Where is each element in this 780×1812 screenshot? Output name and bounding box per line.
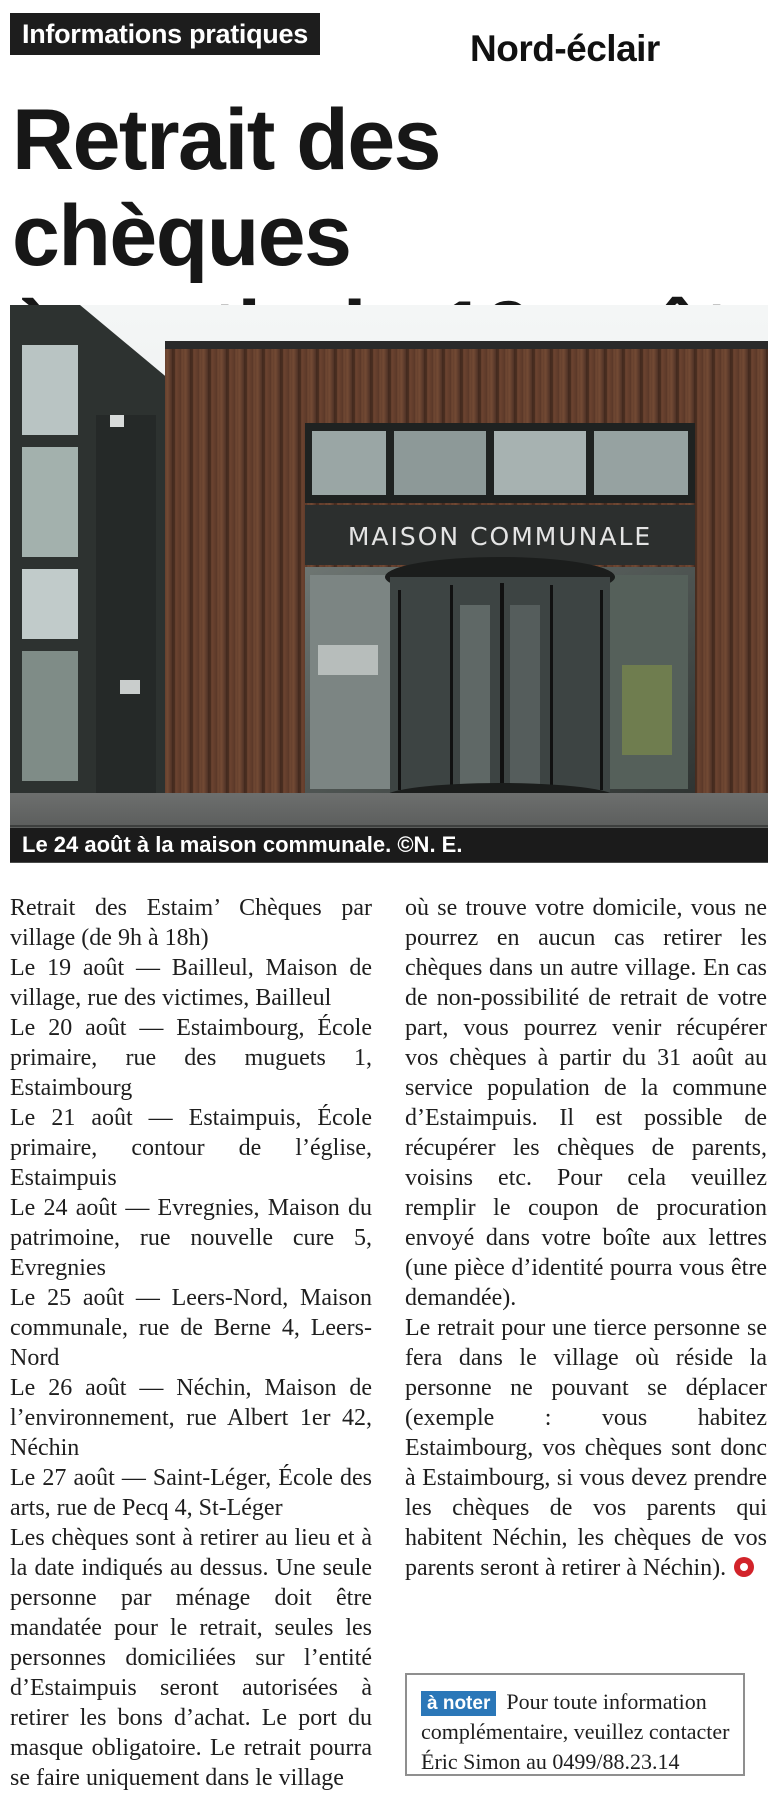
article-column-right	[405, 893, 767, 1583]
sign-text: MAISON COMMUNALE	[347, 522, 653, 551]
schedule-item: Le 20 août — Estaimbourg, École primaire, rue des muguets 1, Estaimbourg	[10, 1015, 372, 1101]
maison-communale-photo	[10, 305, 768, 863]
paragraph-last	[405, 1313, 767, 1583]
schedule-item: Le 19 août — Bailleul, Maison de village, rue des victimes, Bailleul	[10, 955, 372, 1011]
note-text: Pour toute information complémentaire, veuillez contacter Éric Simon au 0499/88.23.14	[421, 1689, 730, 1774]
paragraph: Les chèques sont à retirer au lieu et à la date indiqués au dessus. Une seule personne par ménage doit être mandatée pour le retrait, seules les personnes domiciliées sur l’entité d’Estaimpuis seront autorisées à retirer les bons d’achat. Le port du masque obligatoire. Le retrait pourra se faire uniquement dans le village	[10, 1525, 372, 1791]
schedule-item: Le 21 août — Estaimpuis, École primaire, contour de l’église, Estaimpuis	[10, 1105, 372, 1191]
paragraph: où se trouve votre domicile, vous ne pourrez en aucun cas retirer les chèques dans un autre village. En cas de non-possibilité de retrait de votre part, vous pourrez venir récupérer vos chèques à partir du 31 août au service population de la commune d’Estaimpuis. Il est possible de récupérer les chèques de parents, voisins etc. Pour cela veuillez remplir le coupon de procuration envoyé dans votre boîte aux lettres (une pièce d’identité pourra vous être demandée).	[405, 895, 767, 1311]
photo-caption: Le 24 août à la maison communale. ©N. E.	[10, 828, 768, 862]
end-of-article-icon	[734, 1557, 754, 1577]
section-rubric: Informations pratiques	[10, 13, 320, 55]
headline-line-1: Retrait des chèques	[12, 92, 440, 284]
paragraph: Retrait des Estaim’ Chèques par village (de 9h à 18h)	[10, 895, 372, 951]
schedule-item: Le 27 août — Saint-Léger, École des arts, rue de Pecq 4, St-Léger	[10, 1465, 372, 1521]
newspaper-name: Nord-éclair	[470, 28, 660, 69]
schedule-item: Le 24 août — Evregnies, Maison du patrimoine, rue nouvelle cure 5, Evregnies	[10, 1195, 372, 1281]
paragraph-text: Le retrait pour une tierce personne se fera dans le village où réside la personne ne pouvant se déplacer (exemple : vous habitez Estaimbourg, vos chèques sont donc à Estaimbourg, si vous devez prendre les chèques de vos parents qui habitent Néchin, les chèques de vos parents seront à retirer à Néchin).	[405, 1315, 767, 1581]
article-photo	[10, 305, 768, 863]
article-column-left	[10, 893, 372, 1793]
schedule-item: Le 26 août — Néchin, Maison de l’environnement, rue Albert 1er 42, Néchin	[10, 1375, 372, 1461]
schedule-item: Le 25 août — Leers-Nord, Maison communale, rue de Berne 4, Leers-Nord	[10, 1285, 372, 1371]
note-label: à noter	[421, 1691, 496, 1716]
note-box	[405, 1673, 745, 1776]
